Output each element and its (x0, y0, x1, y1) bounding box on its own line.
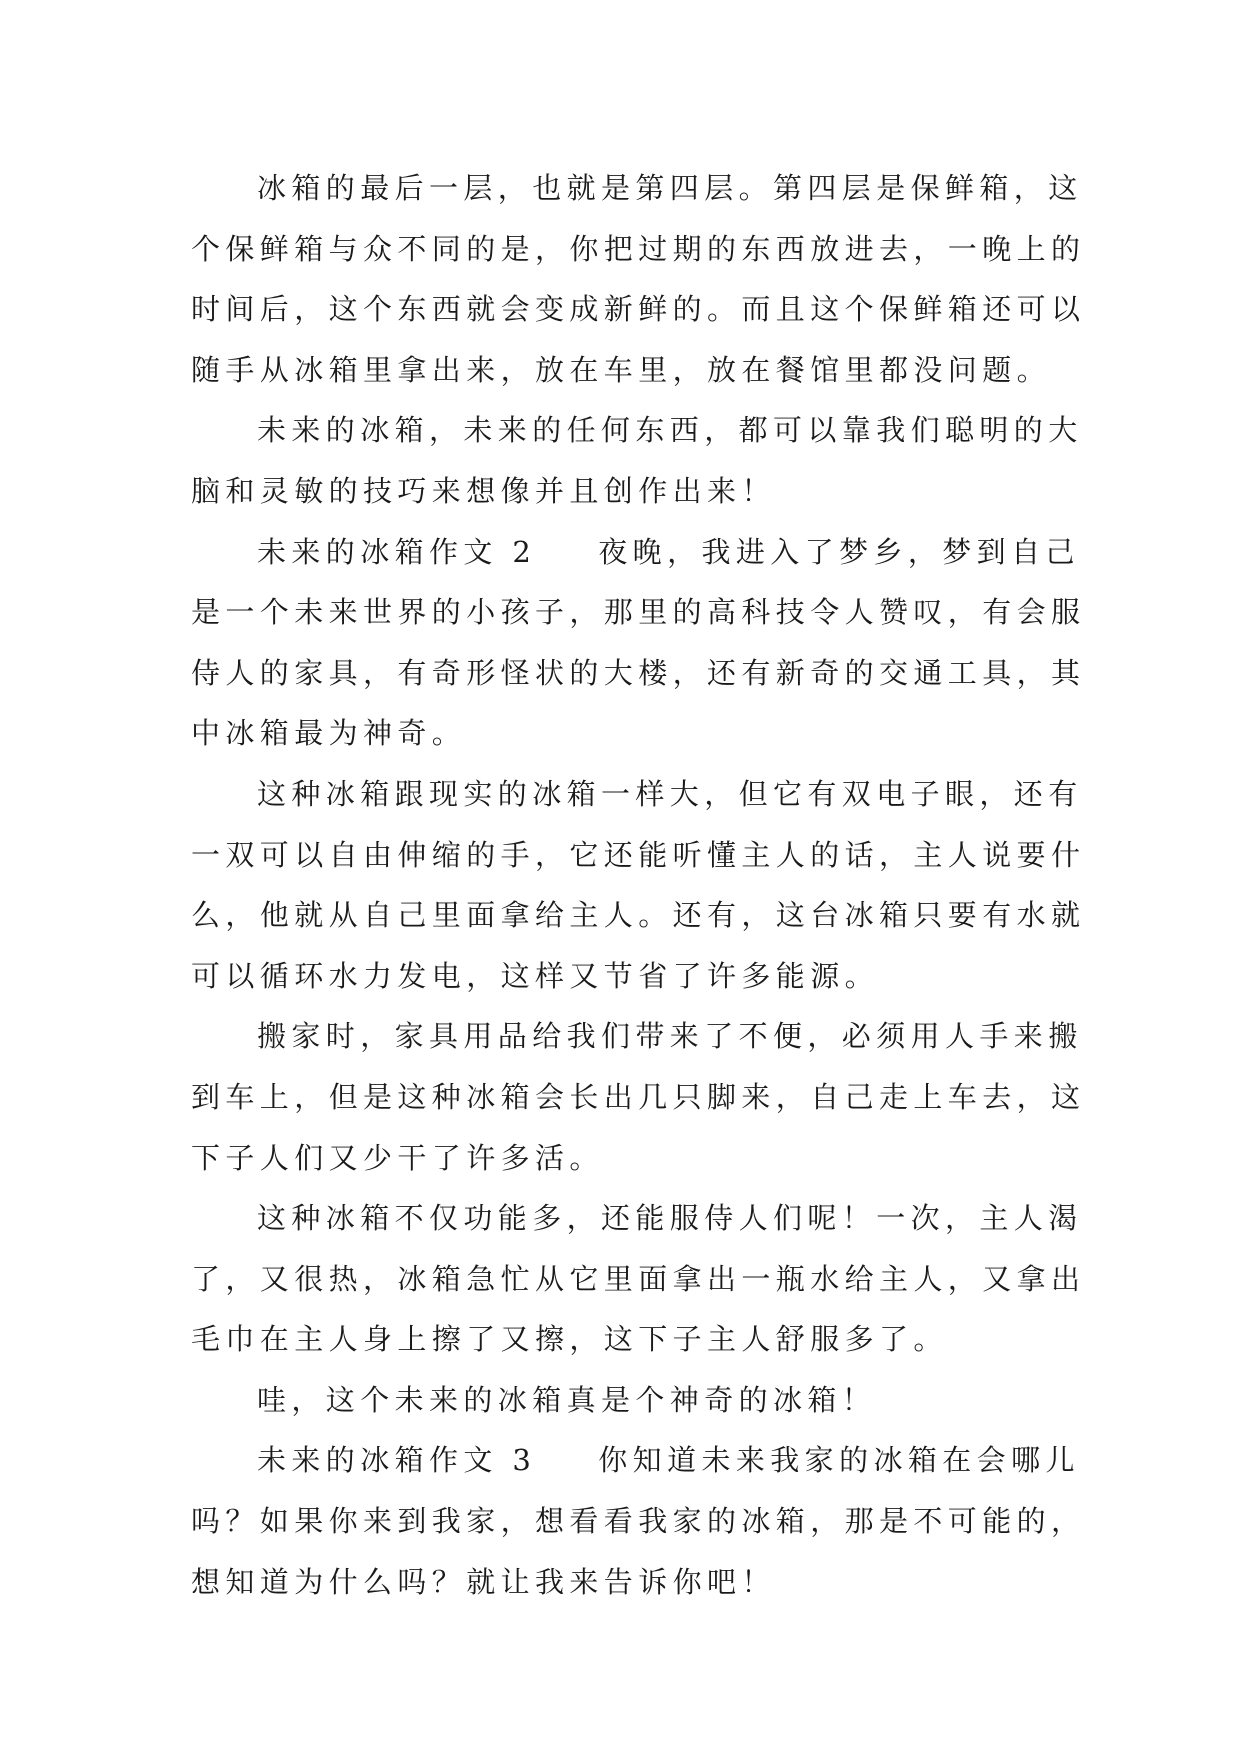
line-text: 中冰箱最为神奇。 (191, 716, 467, 751)
text-line (191, 1067, 1086, 1128)
text-line (191, 1128, 1051, 1189)
text-line (191, 219, 1086, 280)
line-text: 个保鲜箱与众不同的是，你把过期的东西放进去，一晚上的 (191, 231, 1086, 266)
line-text: 是一个未来世界的小孩子，那里的高科技令人赞叹，有会服 (191, 595, 1086, 630)
text-line (191, 1249, 1086, 1310)
text-line (191, 340, 1051, 401)
line-text: 毛巾在主人身上擦了又擦，这下子主人舒服多了。 (191, 1322, 948, 1357)
text-line (191, 1006, 1083, 1067)
text-line (191, 582, 1086, 643)
text-line (191, 1491, 1086, 1552)
text-line (191, 461, 1051, 522)
document-body (191, 158, 1086, 1612)
text-line (191, 825, 1086, 886)
line-text: 夜晚，我进入了梦乡，梦到自己 (598, 534, 1080, 569)
line-text: 哇，这个未来的冰箱真是个神奇的冰箱！ (257, 1382, 877, 1417)
text-line (191, 946, 1051, 1007)
line-text: 随手从冰箱里拿出来，放在车里，放在餐馆里都没问题。 (191, 352, 1052, 387)
line-text: 时间后，这个东西就会变成新鲜的。而且这个保鲜箱还可以 (191, 292, 1086, 327)
line-text: 下子人们又少干了许多活。 (191, 1140, 604, 1175)
line-text: 了，又很热，冰箱急忙从它里面拿出一瓶水给主人，又拿出 (191, 1261, 1086, 1296)
text-line (191, 158, 1083, 219)
text-line (191, 1430, 1080, 1491)
text-line (191, 1370, 1051, 1431)
line-text: 么，他就从自己里面拿给主人。还有，这台冰箱只要有水就 (191, 898, 1086, 933)
line-text: 可以循环水力发电，这样又节省了许多能源。 (191, 958, 880, 993)
line-text: 搬家时，家具用品给我们带来了不便，必须用人手来搬 (257, 1019, 1083, 1054)
text-line (191, 703, 1051, 764)
line-text: 想知道为什么吗？就让我来告诉你吧！ (191, 1564, 776, 1599)
line-text: 一双可以自由伸缩的手，它还能听懂主人的话，主人说要什 (191, 837, 1086, 872)
text-line (191, 643, 1086, 704)
essay-heading: 未来的冰箱作文 3 (257, 1443, 537, 1478)
line-text: 这种冰箱跟现实的冰箱一样大，但它有双电子眼，还有 (257, 776, 1083, 811)
text-line (191, 764, 1083, 825)
line-text: 吗？如果你来到我家，想看看我家的冰箱，那是不可能的， (191, 1504, 1086, 1539)
text-line (191, 400, 1083, 461)
essay-heading: 未来的冰箱作文 2 (257, 534, 537, 569)
text-line (191, 1188, 1083, 1249)
text-line (191, 522, 1080, 583)
line-text: 未来的冰箱，未来的任何东西，都可以靠我们聪明的大 (257, 413, 1083, 448)
text-line (191, 279, 1086, 340)
line-text: 你知道未来我家的冰箱在会哪儿 (598, 1443, 1080, 1478)
line-text: 这种冰箱不仅功能多，还能服侍人们呢！一次，主人渴 (257, 1201, 1083, 1236)
line-text: 到车上，但是这种冰箱会长出几只脚来，自己走上车去，这 (191, 1079, 1086, 1114)
line-text: 侍人的家具，有奇形怪状的大楼，还有新奇的交通工具，其 (191, 655, 1086, 690)
text-line (191, 885, 1086, 946)
text-line (191, 1552, 1051, 1613)
line-text: 冰箱的最后一层，也就是第四层。第四层是保鲜箱，这 (257, 171, 1083, 205)
text-line (191, 1309, 1051, 1370)
line-text: 脑和灵敏的技巧来想像并且创作出来！ (191, 473, 776, 508)
